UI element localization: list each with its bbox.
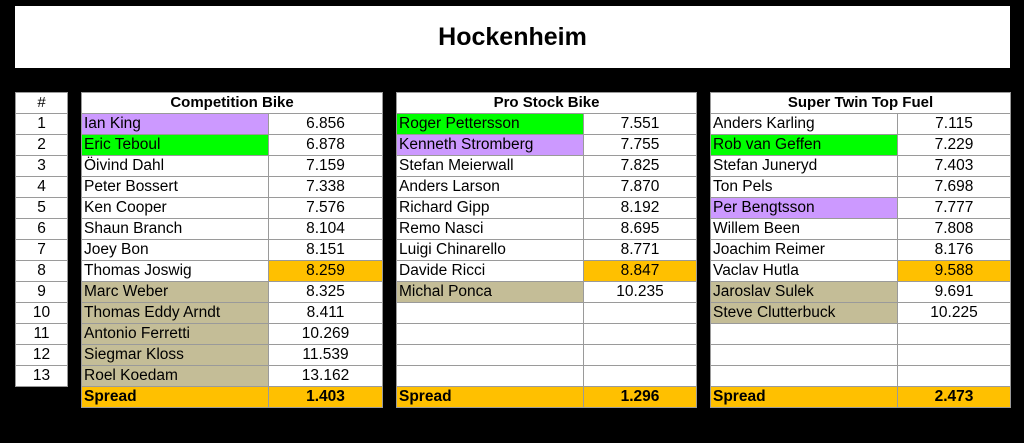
elapsed-time: 8.695 — [584, 219, 697, 240]
rank-number: 10 — [16, 303, 68, 324]
elapsed-time — [584, 303, 697, 324]
rank-row — [16, 324, 68, 345]
title-banner — [15, 6, 1010, 68]
result-row — [711, 366, 1011, 387]
rank-row — [16, 261, 68, 282]
spread-value: 1.403 — [269, 387, 383, 408]
rider-name — [711, 345, 898, 366]
result-row — [82, 282, 383, 303]
elapsed-time: 7.403 — [898, 156, 1011, 177]
rider-name: Michal Ponca — [397, 282, 584, 303]
result-row — [397, 345, 697, 366]
rider-name — [397, 345, 584, 366]
result-row — [711, 240, 1011, 261]
elapsed-time: 7.777 — [898, 198, 1011, 219]
elapsed-time: 10.269 — [269, 324, 383, 345]
elapsed-time: 7.698 — [898, 177, 1011, 198]
result-row — [397, 156, 697, 177]
rider-name: Kenneth Stromberg — [397, 135, 584, 156]
rider-name: Stefan Juneryd — [711, 156, 898, 177]
rank-number: 4 — [16, 177, 68, 198]
elapsed-time — [898, 366, 1011, 387]
elapsed-time: 10.225 — [898, 303, 1011, 324]
result-row — [397, 324, 697, 345]
spread-row — [397, 387, 697, 408]
spread-label: Spread — [82, 387, 269, 408]
result-row — [82, 324, 383, 345]
result-row — [397, 261, 697, 282]
elapsed-time: 6.878 — [269, 135, 383, 156]
elapsed-time: 9.691 — [898, 282, 1011, 303]
rank-row — [16, 177, 68, 198]
rank-number: 7 — [16, 240, 68, 261]
result-row — [82, 240, 383, 261]
spread-row — [711, 387, 1011, 408]
page-title: Hockenheim — [438, 22, 587, 51]
elapsed-time: 8.176 — [898, 240, 1011, 261]
result-row — [711, 177, 1011, 198]
result-row — [397, 114, 697, 135]
elapsed-time: 7.551 — [584, 114, 697, 135]
elapsed-time: 8.259 — [269, 261, 383, 282]
result-row — [711, 324, 1011, 345]
result-row — [711, 282, 1011, 303]
rider-name: Ken Cooper — [82, 198, 269, 219]
elapsed-time — [898, 345, 1011, 366]
elapsed-time: 8.325 — [269, 282, 383, 303]
elapsed-time: 7.159 — [269, 156, 383, 177]
result-row — [397, 219, 697, 240]
spread-label: Spread — [711, 387, 898, 408]
rider-name: Ian King — [82, 114, 269, 135]
rank-table — [15, 92, 68, 387]
elapsed-time: 8.192 — [584, 198, 697, 219]
rider-name: Steve Clutterbuck — [711, 303, 898, 324]
result-row — [397, 135, 697, 156]
rank-row — [16, 156, 68, 177]
result-row — [82, 135, 383, 156]
result-row — [82, 198, 383, 219]
rider-name: Davide Ricci — [397, 261, 584, 282]
result-row — [711, 345, 1011, 366]
rider-name: Joachim Reimer — [711, 240, 898, 261]
spread-value: 2.473 — [898, 387, 1011, 408]
elapsed-time: 13.162 — [269, 366, 383, 387]
elapsed-time: 8.847 — [584, 261, 697, 282]
rider-name: Marc Weber — [82, 282, 269, 303]
rider-name: Anders Larson — [397, 177, 584, 198]
rank-row — [16, 366, 68, 387]
elapsed-time — [584, 324, 697, 345]
result-row — [711, 303, 1011, 324]
result-row — [82, 177, 383, 198]
rank-number: 2 — [16, 135, 68, 156]
rank-row — [16, 219, 68, 240]
elapsed-time: 7.808 — [898, 219, 1011, 240]
elapsed-time: 7.115 — [898, 114, 1011, 135]
rider-name: Roel Koedam — [82, 366, 269, 387]
rank-header: # — [16, 93, 68, 114]
result-row — [82, 219, 383, 240]
rider-name: Ton Pels — [711, 177, 898, 198]
rider-name: Willem Been — [711, 219, 898, 240]
class-title: Competition Bike — [82, 93, 383, 114]
rider-name: Stefan Meierwall — [397, 156, 584, 177]
rank-number: 13 — [16, 366, 68, 387]
elapsed-time: 8.104 — [269, 219, 383, 240]
elapsed-time: 7.755 — [584, 135, 697, 156]
result-row — [711, 135, 1011, 156]
rider-name: Öivind Dahl — [82, 156, 269, 177]
elapsed-time — [898, 324, 1011, 345]
rank-row — [16, 114, 68, 135]
rider-name: Remo Nasci — [397, 219, 584, 240]
spread-label: Spread — [397, 387, 584, 408]
rank-number: 5 — [16, 198, 68, 219]
rank-number: 9 — [16, 282, 68, 303]
result-row — [397, 198, 697, 219]
rank-row — [16, 240, 68, 261]
elapsed-time: 8.151 — [269, 240, 383, 261]
rider-name: Siegmar Kloss — [82, 345, 269, 366]
result-row — [82, 156, 383, 177]
result-row — [711, 114, 1011, 135]
class-table-competition-bike — [81, 92, 383, 408]
elapsed-time: 10.235 — [584, 282, 697, 303]
elapsed-time: 11.539 — [269, 345, 383, 366]
rank-row — [16, 282, 68, 303]
result-row — [82, 261, 383, 282]
elapsed-time: 7.825 — [584, 156, 697, 177]
rider-name: Antonio Ferretti — [82, 324, 269, 345]
result-row — [82, 366, 383, 387]
rider-name: Vaclav Hutla — [711, 261, 898, 282]
rank-row — [16, 135, 68, 156]
rank-row — [16, 198, 68, 219]
class-table-super-twin-top-fuel — [710, 92, 1011, 408]
rider-name: Rob van Geffen — [711, 135, 898, 156]
rank-number: 3 — [16, 156, 68, 177]
rider-name — [711, 324, 898, 345]
class-table-pro-stock-bike — [396, 92, 697, 408]
rider-name — [397, 366, 584, 387]
result-row — [711, 219, 1011, 240]
elapsed-time: 7.870 — [584, 177, 697, 198]
result-row — [397, 240, 697, 261]
rank-row — [16, 303, 68, 324]
elapsed-time: 6.856 — [269, 114, 383, 135]
rank-number: 11 — [16, 324, 68, 345]
rider-name: Luigi Chinarello — [397, 240, 584, 261]
result-row — [711, 198, 1011, 219]
rider-name: Joey Bon — [82, 240, 269, 261]
rank-row — [16, 345, 68, 366]
rider-name: Thomas Eddy Arndt — [82, 303, 269, 324]
elapsed-time: 8.771 — [584, 240, 697, 261]
rider-name: Richard Gipp — [397, 198, 584, 219]
result-row — [82, 303, 383, 324]
spread-row — [82, 387, 383, 408]
rider-name: Thomas Joswig — [82, 261, 269, 282]
rank-number: 6 — [16, 219, 68, 240]
rider-name: Roger Pettersson — [397, 114, 584, 135]
rider-name: Jaroslav Sulek — [711, 282, 898, 303]
result-row — [711, 156, 1011, 177]
class-title: Pro Stock Bike — [397, 93, 697, 114]
rank-number: 1 — [16, 114, 68, 135]
elapsed-time: 7.338 — [269, 177, 383, 198]
rider-name: Anders Karling — [711, 114, 898, 135]
rider-name: Peter Bossert — [82, 177, 269, 198]
rider-name — [397, 303, 584, 324]
elapsed-time: 8.411 — [269, 303, 383, 324]
class-title: Super Twin Top Fuel — [711, 93, 1011, 114]
result-row — [397, 282, 697, 303]
rider-name: Eric Teboul — [82, 135, 269, 156]
elapsed-time: 7.576 — [269, 198, 383, 219]
rider-name — [711, 366, 898, 387]
elapsed-time — [584, 366, 697, 387]
result-row — [397, 366, 697, 387]
rider-name: Shaun Branch — [82, 219, 269, 240]
elapsed-time: 9.588 — [898, 261, 1011, 282]
result-row — [82, 114, 383, 135]
elapsed-time — [584, 345, 697, 366]
rider-name — [397, 324, 584, 345]
result-row — [82, 345, 383, 366]
result-row — [711, 261, 1011, 282]
result-row — [397, 177, 697, 198]
rank-number: 12 — [16, 345, 68, 366]
rank-number: 8 — [16, 261, 68, 282]
spread-value: 1.296 — [584, 387, 697, 408]
rider-name: Per Bengtsson — [711, 198, 898, 219]
result-row — [397, 303, 697, 324]
elapsed-time: 7.229 — [898, 135, 1011, 156]
